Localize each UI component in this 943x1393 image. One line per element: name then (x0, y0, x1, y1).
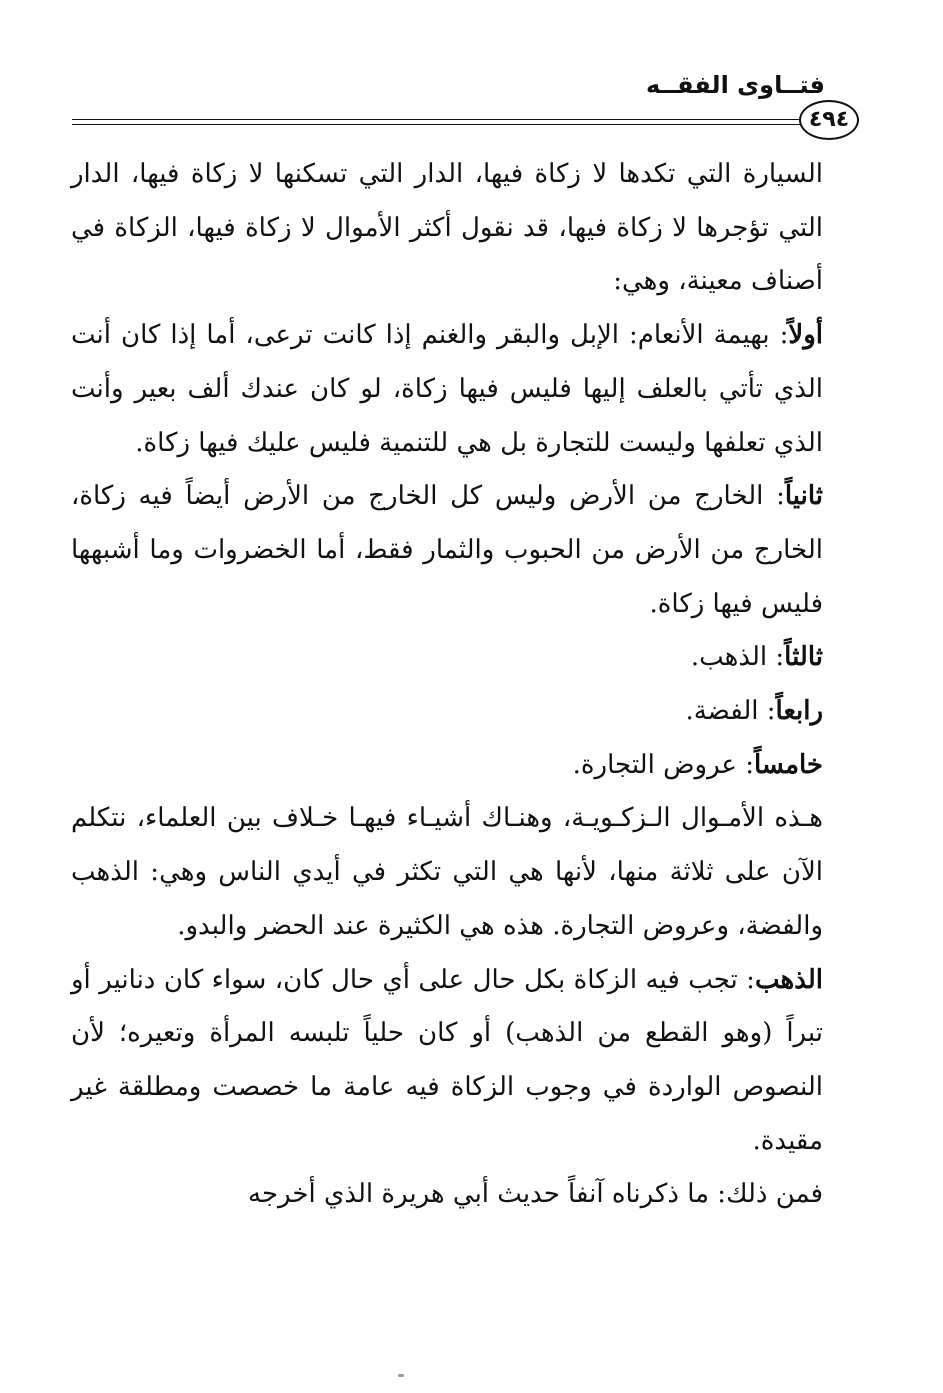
paragraph-second-category (71, 470, 823, 631)
paragraph-text: : تجب فيه الزكاة بكل حال على أي حال كان، سواء كان دنانير أو تبراً (وهو القطع من الذهب) أو كان حلياً تلبسه المرأة وتعيره؛ لأن النصوص الواردة في وجوب الزكاة فيه عامة ما خصصت ومطلقة غير مقيدة. (71, 964, 823, 1156)
page-number-badge: ٤٩٤ (799, 100, 859, 140)
paragraph-label: ثالثاً (784, 642, 823, 673)
running-header-title: فتــاوى الفقــه (646, 71, 825, 99)
paragraph-third-category (71, 631, 823, 685)
paragraph-intro (71, 148, 823, 309)
paragraph-evidence (71, 1168, 823, 1222)
page-body-text (71, 148, 823, 1222)
paragraph-text: : الذهب. (690, 642, 785, 673)
paragraph-text: : بهيمة الأنعام: الإبل والبقر والغنم إذا كانت ترعى، أما إذا كان أنت الذي تأتي بالعلف إليها فليس فيها زكاة، لو كان عندك ألف بعير وأنت الذي تعلفها وليست للتجارة بل هي للتنمية فليس عليك فيها زكاة. (71, 320, 823, 458)
header-rule-top (72, 119, 835, 120)
paragraph-first-category (71, 309, 823, 470)
paragraph-text: فمن ذلك: ما ذكرناه آنفاً حديث أبي هريرة الذي أخرجه (248, 1179, 823, 1210)
paragraph-fifth-category (71, 739, 823, 793)
paragraph-text: هـذه الأمـوال الـزكـويـة، وهنـاك أشيـاء فيهـا خـلاف بين العلماء، نتكلم الآن على ثلاثة منها، لأنها هي التي تكثر في أيدي الناس وهي: الذهب والفضة، وعروض التجارة. هذه هي الكثيرة عند الحضر والبدو. (71, 803, 823, 941)
paragraph-label: الذهب (754, 964, 823, 995)
paragraph-text: السيارة التي تكدها لا زكاة فيها، الدار التي تسكنها لا زكاة فيها، الدار التي تؤجرها لا زكاة فيها، قد نقول أكثر الأموال لا زكاة فيها، الزكاة في أصناف معينة، وهي: (71, 159, 823, 297)
paragraph-label: أولاً (788, 320, 823, 351)
scan-mark (398, 1374, 404, 1377)
paragraph-text: : الفضة. (685, 696, 776, 727)
paragraph-fourth-category (71, 685, 823, 739)
paragraph-label: ثانياً (784, 481, 823, 512)
paragraph-label: خامساً (753, 749, 823, 780)
paragraph-text: : عروض التجارة. (572, 749, 754, 780)
paragraph-label: رابعاً (775, 696, 823, 727)
paragraph-text: : الخارج من الأرض وليس كل الخارج من الأرض أيضاً فيه زكاة، الخارج من الأرض من الحبوب والثمار فقط، أما الخضروات وما أشبهها فليس فيها زكاة. (71, 481, 823, 619)
paragraph-gold-ruling (71, 954, 823, 1169)
header-rule-bottom (72, 124, 835, 125)
paragraph-disputed-items (71, 792, 823, 953)
